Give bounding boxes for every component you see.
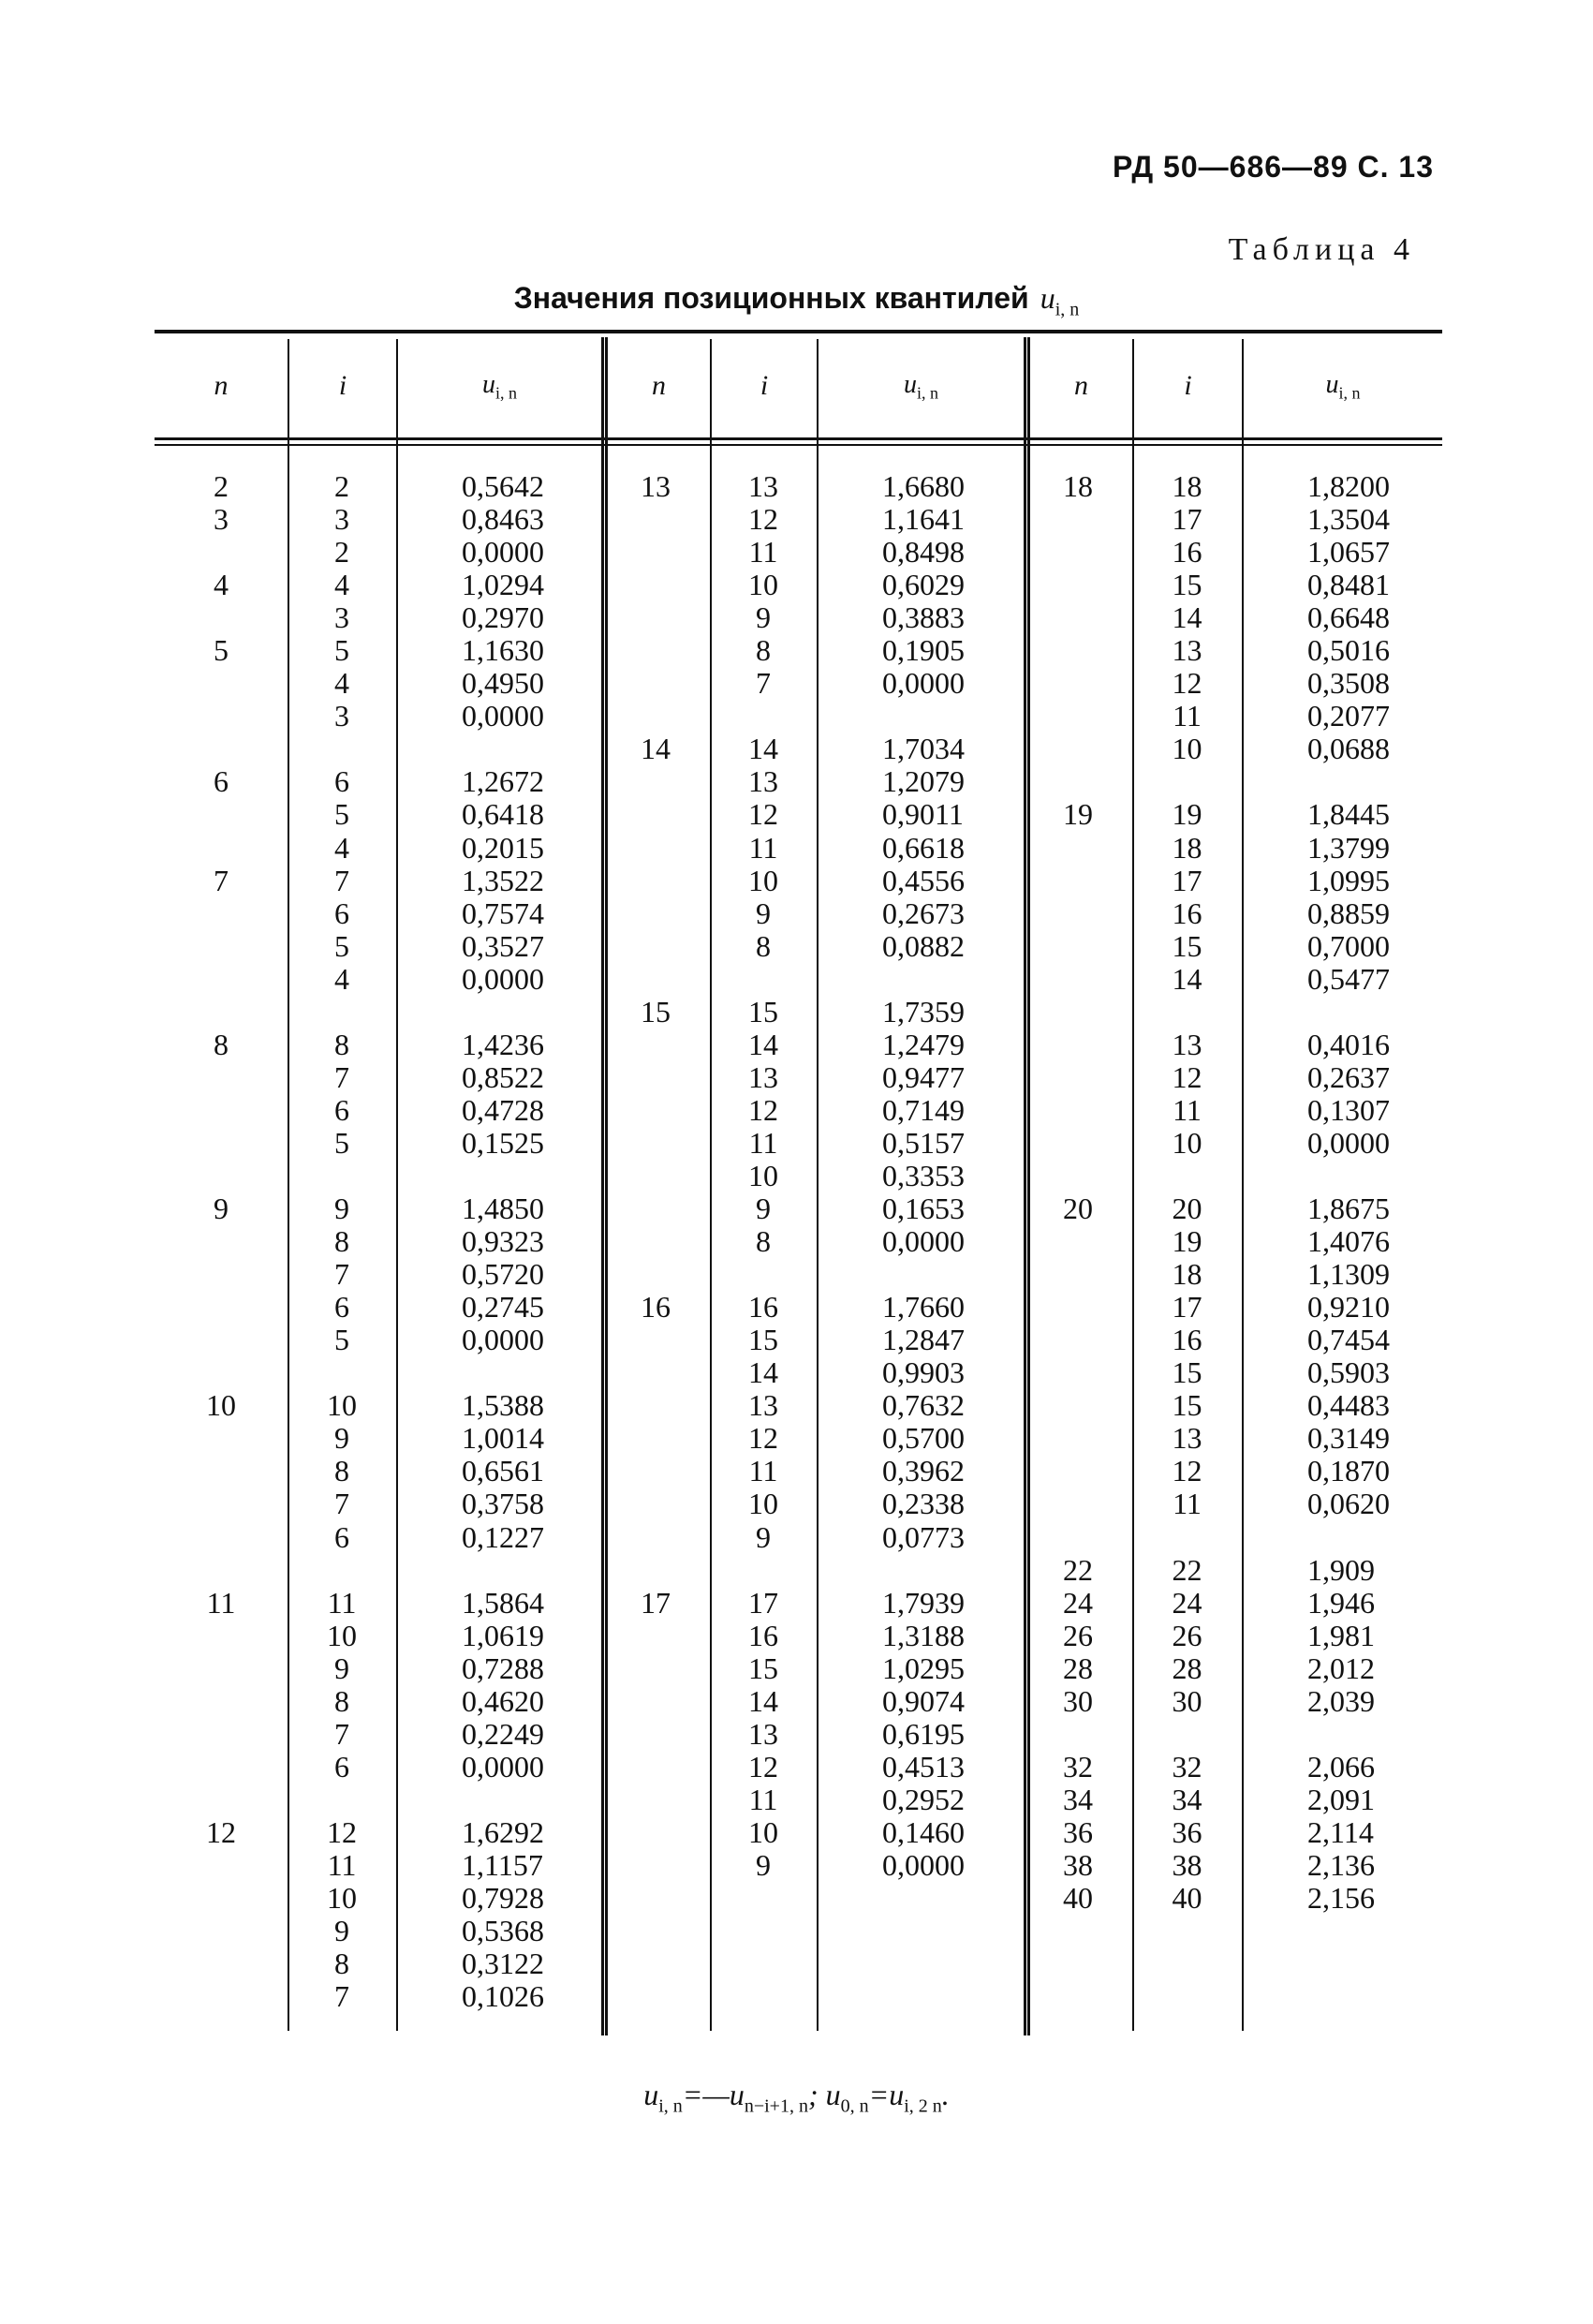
cell-u: 2,012: [1307, 1650, 1375, 1685]
cell-i: 8: [334, 1027, 349, 1061]
cell-u: 0,6648: [1307, 600, 1390, 635]
cell-u: 0,3508: [1307, 666, 1390, 701]
page-reference: РД 50—686—89 С. 13: [1113, 150, 1434, 184]
cell-i: 17: [1172, 1290, 1202, 1325]
cell-i: 26: [1172, 1618, 1202, 1652]
cell-i: 24: [1172, 1585, 1202, 1620]
cell-u: 0,5720: [462, 1257, 544, 1292]
cell-u: 0,9477: [882, 1059, 965, 1094]
cell-i: 12: [748, 797, 778, 832]
cell-u: 0,0000: [882, 1224, 965, 1259]
cell-i: 13: [748, 764, 778, 799]
cell-u: 0,2745: [462, 1290, 544, 1325]
cell-i: 13: [1172, 1027, 1202, 1061]
cell-u: 1,981: [1307, 1618, 1375, 1652]
cell-i: 7: [334, 1487, 349, 1521]
cell-i: 12: [1172, 1454, 1202, 1488]
cell-i: 11: [748, 830, 778, 865]
cell-i: 9: [756, 1192, 771, 1226]
cell-u: 0,5157: [882, 1125, 965, 1160]
cell-i: 10: [327, 1881, 357, 1916]
cell-u: 1,1309: [1307, 1257, 1390, 1292]
cell-u: 0,7632: [882, 1388, 965, 1423]
cell-i: 7: [756, 666, 771, 701]
cell-u: 1,4076: [1307, 1224, 1390, 1259]
cell-i: 15: [1172, 928, 1202, 963]
cell-u: 2,156: [1307, 1881, 1375, 1916]
cell-u: 2,091: [1307, 1782, 1375, 1816]
cell-i: 6: [334, 1092, 349, 1127]
cell-n: 10: [206, 1388, 236, 1423]
cell-i: 11: [327, 1585, 357, 1620]
cell-i: 14: [748, 1027, 778, 1061]
cell-i: 12: [748, 1092, 778, 1127]
cell-u: 0,7454: [1307, 1323, 1390, 1357]
cell-i: 11: [748, 1782, 778, 1816]
cell-n: 16: [641, 1290, 671, 1325]
cell-u: 0,2970: [462, 600, 544, 635]
cell-u: 0,7149: [882, 1092, 965, 1127]
cell-i: 16: [748, 1290, 778, 1325]
cell-n: 3: [214, 502, 229, 537]
cell-i: 28: [1172, 1650, 1202, 1685]
cell-u: 0,4728: [462, 1092, 544, 1127]
cell-i: 7: [334, 1257, 349, 1292]
cell-u: 1,4850: [462, 1192, 544, 1226]
cell-u: 1,7660: [882, 1290, 965, 1325]
cell-u: 1,0619: [462, 1618, 544, 1652]
cell-i: 13: [1172, 1421, 1202, 1456]
cell-u: 0,0000: [462, 1323, 544, 1357]
cell-i: 4: [334, 961, 349, 996]
cell-i: 10: [327, 1388, 357, 1423]
cell-u: 0,1026: [462, 1979, 544, 2014]
cell-n: 12: [206, 1814, 236, 1849]
cell-i: 15: [748, 1650, 778, 1685]
cell-u: 0,2077: [1307, 699, 1390, 733]
cell-u: 0,5368: [462, 1914, 544, 1948]
cell-u: 0,9323: [462, 1224, 544, 1259]
cell-i: 12: [748, 1421, 778, 1456]
cell-u: 1,8675: [1307, 1192, 1390, 1226]
cell-n: 28: [1063, 1650, 1093, 1685]
cell-i: 12: [327, 1814, 357, 1849]
cell-i: 5: [334, 633, 349, 668]
cell-i: 3: [334, 600, 349, 635]
cell-u: 0,3527: [462, 928, 544, 963]
cell-i: 7: [334, 1716, 349, 1751]
cell-i: 7: [334, 1059, 349, 1094]
cell-u: 0,5700: [882, 1421, 965, 1456]
cell-u: 0,4483: [1307, 1388, 1390, 1423]
cell-i: 10: [748, 863, 778, 897]
header-n: n: [214, 370, 229, 401]
cell-i: 8: [756, 1224, 771, 1259]
cell-i: 14: [748, 1355, 778, 1390]
cell-i: 3: [334, 502, 349, 537]
cell-i: 8: [334, 1224, 349, 1259]
table-top-rule: [155, 330, 1442, 333]
cell-i: 15: [1172, 568, 1202, 602]
cell-n: 17: [641, 1585, 671, 1620]
cell-u: 0,4513: [882, 1749, 965, 1784]
cell-i: 17: [1172, 863, 1202, 897]
cell-n: 14: [641, 732, 671, 766]
cell-i: 8: [334, 1947, 349, 1981]
cell-u: 1,7939: [882, 1585, 965, 1620]
cell-n: 9: [214, 1192, 229, 1226]
cell-i: 32: [1172, 1749, 1202, 1784]
cell-u: 0,6418: [462, 797, 544, 832]
cell-u: 1,6680: [882, 469, 965, 503]
cell-n: 6: [214, 764, 229, 799]
cell-u: 0,1227: [462, 1519, 544, 1554]
cell-u: 1,3799: [1307, 830, 1390, 865]
cell-u: 2,039: [1307, 1683, 1375, 1718]
cell-u: 0,0688: [1307, 732, 1390, 766]
cell-n: 5: [214, 633, 229, 668]
cell-u: 1,2079: [882, 764, 965, 799]
cell-u: 0,0773: [882, 1519, 965, 1554]
cell-u: 1,2479: [882, 1027, 965, 1061]
cell-u: 0,5016: [1307, 633, 1390, 668]
cell-u: 1,0294: [462, 568, 544, 602]
cell-i: 14: [748, 732, 778, 766]
cell-u: 0,2673: [882, 896, 965, 930]
cell-i: 11: [748, 1125, 778, 1160]
cell-i: 9: [756, 896, 771, 930]
cell-i: 15: [1172, 1388, 1202, 1423]
cell-u: 0,0882: [882, 928, 965, 963]
cell-u: 0,9210: [1307, 1290, 1390, 1325]
cell-i: 20: [1172, 1192, 1202, 1226]
cell-u: 0,1905: [882, 633, 965, 668]
cell-i: 34: [1172, 1782, 1202, 1816]
cell-i: 9: [334, 1650, 349, 1685]
cell-i: 5: [334, 797, 349, 832]
cell-u: 0,8481: [1307, 568, 1390, 602]
cell-i: 16: [748, 1618, 778, 1652]
cell-i: 17: [1172, 502, 1202, 537]
header-u: $u_{i, n}$: [481, 370, 517, 403]
header-u: $u_{i, n}$: [1325, 370, 1361, 403]
cell-i: 11: [748, 535, 778, 570]
cell-i: 11: [327, 1847, 357, 1882]
cell-u: 0,9011: [882, 797, 964, 832]
cell-u: 2,114: [1307, 1814, 1374, 1849]
cell-n: 20: [1063, 1192, 1093, 1226]
cell-u: 0,0620: [1307, 1487, 1390, 1521]
cell-i: 11: [748, 1454, 778, 1488]
cell-i: 13: [748, 1716, 778, 1751]
cell-u: 0,7000: [1307, 928, 1390, 963]
cell-i: 6: [334, 1749, 349, 1784]
cell-i: 6: [334, 1290, 349, 1325]
cell-i: 11: [1173, 1092, 1202, 1127]
cell-i: 9: [334, 1421, 349, 1456]
cell-i: 6: [334, 896, 349, 930]
cell-u: 0,2338: [882, 1487, 965, 1521]
cell-i: 10: [748, 1158, 778, 1192]
cell-u: 0,3149: [1307, 1421, 1390, 1456]
cell-u: 0,7288: [462, 1650, 544, 1685]
cell-u: 0,8463: [462, 502, 544, 537]
cell-u: 0,5903: [1307, 1355, 1390, 1390]
cell-u: 0,1307: [1307, 1092, 1390, 1127]
cell-n: 7: [214, 863, 229, 897]
cell-i: 9: [756, 1519, 771, 1554]
cell-n: 11: [206, 1585, 236, 1620]
cell-i: 14: [1172, 961, 1202, 996]
cell-i: 18: [1172, 830, 1202, 865]
cell-n: 38: [1063, 1847, 1093, 1882]
cell-n: 40: [1063, 1881, 1093, 1916]
cell-u: 0,1460: [882, 1814, 965, 1849]
cell-n: 18: [1063, 469, 1093, 503]
header-i: i: [338, 370, 347, 401]
cell-u: 1,4236: [462, 1027, 544, 1061]
cell-u: 0,8859: [1307, 896, 1390, 930]
cell-u: 0,9903: [882, 1355, 965, 1390]
cell-n: 26: [1063, 1618, 1093, 1652]
cell-n: 2: [214, 469, 229, 503]
cell-i: 13: [748, 1059, 778, 1094]
cell-i: 6: [334, 1519, 349, 1554]
cell-u: 1,2847: [882, 1323, 965, 1357]
cell-u: 1,0295: [882, 1650, 965, 1685]
cell-u: 0,6195: [882, 1716, 965, 1751]
cell-u: 1,3504: [1307, 502, 1390, 537]
cell-i: 18: [1172, 1257, 1202, 1292]
cell-u: 0,8498: [882, 535, 965, 570]
cell-n: 22: [1063, 1552, 1093, 1587]
cell-i: 4: [334, 830, 349, 865]
cell-i: 13: [748, 1388, 778, 1423]
cell-u: 0,2249: [462, 1716, 544, 1751]
cell-i: 15: [748, 1323, 778, 1357]
cell-i: 19: [1172, 1224, 1202, 1259]
cell-i: 8: [756, 633, 771, 668]
cell-u: 0,1653: [882, 1192, 965, 1226]
cell-n: 34: [1063, 1782, 1093, 1816]
cell-i: 9: [334, 1192, 349, 1226]
cell-i: 10: [748, 1487, 778, 1521]
cell-u: 0,0000: [462, 535, 544, 570]
cell-n: 4: [214, 568, 229, 602]
cell-u: 0,2952: [882, 1782, 965, 1816]
cell-u: 1,8445: [1307, 797, 1390, 832]
cell-u: 1,0995: [1307, 863, 1390, 897]
cell-u: 0,9074: [882, 1683, 965, 1718]
cell-i: 13: [748, 469, 778, 503]
cell-i: 11: [1173, 1487, 1202, 1521]
cell-n: 36: [1063, 1814, 1093, 1849]
header-n: n: [1074, 370, 1088, 401]
cell-i: 5: [334, 928, 349, 963]
cell-i: 12: [1172, 1059, 1202, 1094]
cell-n: 24: [1063, 1585, 1093, 1620]
cell-i: 40: [1172, 1881, 1202, 1916]
cell-i: 10: [1172, 1125, 1202, 1160]
cell-i: 9: [756, 600, 771, 635]
cell-u: 0,0000: [462, 1749, 544, 1784]
cell-u: 0,1525: [462, 1125, 544, 1160]
cell-i: 38: [1172, 1847, 1202, 1882]
cell-u: 0,7928: [462, 1881, 544, 1916]
header-rule: [155, 437, 1442, 440]
cell-u: 0,5642: [462, 469, 544, 503]
cell-i: 16: [1172, 1323, 1202, 1357]
cell-u: 0,6561: [462, 1454, 544, 1488]
cell-i: 4: [334, 666, 349, 701]
cell-i: 19: [1172, 797, 1202, 832]
cell-i: 12: [748, 1749, 778, 1784]
cell-u: 0,0000: [462, 699, 544, 733]
cell-n: 8: [214, 1027, 229, 1061]
cell-i: 16: [1172, 896, 1202, 930]
cell-u: 0,8522: [462, 1059, 544, 1094]
cell-i: 8: [334, 1683, 349, 1718]
cell-i: 10: [327, 1618, 357, 1652]
header-i: i: [760, 370, 769, 401]
cell-u: 0,3758: [462, 1487, 544, 1521]
cell-n: 30: [1063, 1683, 1093, 1718]
cell-u: 0,4016: [1307, 1027, 1390, 1061]
cell-u: 0,5477: [1307, 961, 1390, 996]
cell-i: 17: [748, 1585, 778, 1620]
cell-u: 2,066: [1307, 1749, 1375, 1784]
cell-u: 0,6618: [882, 830, 965, 865]
cell-u: 1,7034: [882, 732, 965, 766]
cell-u: 0,0000: [1307, 1125, 1390, 1160]
footer-formula: $u_{i, n}=—u_{n-i+1, n}$; $u_{0, n}=u_{i, 2 n}$.: [643, 2078, 950, 2117]
cell-i: 5: [334, 1323, 349, 1357]
cell-u: 0,2015: [462, 830, 544, 865]
cell-u: 0,4620: [462, 1683, 544, 1718]
cell-i: 8: [334, 1454, 349, 1488]
cell-u: 0,3883: [882, 600, 965, 635]
cell-u: 0,3962: [882, 1454, 965, 1488]
cell-u: 0,0000: [462, 961, 544, 996]
cell-n: 13: [641, 469, 671, 503]
cell-i: 36: [1172, 1814, 1202, 1849]
cell-i: 22: [1172, 1552, 1202, 1587]
cell-u: 0,6029: [882, 568, 965, 602]
quantile-table-body: [155, 470, 1442, 2044]
cell-i: 2: [334, 469, 349, 503]
cell-u: 2,136: [1307, 1847, 1375, 1882]
cell-i: 13: [1172, 633, 1202, 668]
cell-i: 16: [1172, 535, 1202, 570]
cell-n: 19: [1063, 797, 1093, 832]
cell-i: 4: [334, 568, 349, 602]
cell-u: 1,5388: [462, 1388, 544, 1423]
header-rule-double: [155, 444, 1442, 446]
cell-i: 7: [334, 1979, 349, 2014]
cell-u: 1,2672: [462, 764, 544, 799]
cell-i: 30: [1172, 1683, 1202, 1718]
cell-i: 10: [748, 1814, 778, 1849]
cell-u: 0,3122: [462, 1947, 544, 1981]
cell-u: 0,0000: [882, 666, 965, 701]
cell-i: 6: [334, 764, 349, 799]
header-i: i: [1184, 370, 1192, 401]
cell-i: 7: [334, 863, 349, 897]
cell-i: 18: [1172, 469, 1202, 503]
cell-i: 12: [748, 502, 778, 537]
cell-i: 3: [334, 699, 349, 733]
cell-n: 32: [1063, 1749, 1093, 1784]
cell-u: 1,8200: [1307, 469, 1390, 503]
cell-u: 1,1630: [462, 633, 544, 668]
header-u: $u_{i, n}$: [903, 370, 938, 403]
cell-u: 1,909: [1307, 1552, 1375, 1587]
cell-i: 8: [756, 928, 771, 963]
table-title-text: Значения позиционных квантилей: [513, 281, 1029, 315]
cell-u: 1,0014: [462, 1421, 544, 1456]
cell-u: 0,4950: [462, 666, 544, 701]
cell-u: 0,4556: [882, 863, 965, 897]
cell-u: 1,946: [1307, 1585, 1375, 1620]
cell-n: 15: [641, 994, 671, 1029]
table-label: Таблица 4: [1228, 232, 1415, 267]
cell-i: 15: [1172, 1355, 1202, 1390]
cell-i: 12: [1172, 666, 1202, 701]
cell-u: 0,0000: [882, 1847, 965, 1882]
cell-i: 9: [756, 1847, 771, 1882]
cell-u: 0,7574: [462, 896, 544, 930]
cell-i: 5: [334, 1125, 349, 1160]
cell-i: 11: [1173, 699, 1202, 733]
cell-i: 14: [748, 1683, 778, 1718]
cell-i: 10: [748, 568, 778, 602]
cell-u: 1,7359: [882, 994, 965, 1029]
cell-i: 14: [1172, 600, 1202, 635]
cell-u: 1,6292: [462, 1814, 544, 1849]
header-n: n: [652, 370, 666, 401]
cell-u: 1,3522: [462, 863, 544, 897]
cell-i: 9: [334, 1914, 349, 1948]
table-title-symbol: $u_{i, n}$: [1040, 281, 1080, 320]
cell-u: 0,1870: [1307, 1454, 1390, 1488]
cell-u: 1,3188: [882, 1618, 965, 1652]
cell-u: 0,2637: [1307, 1059, 1390, 1094]
cell-u: 1,5864: [462, 1585, 544, 1620]
cell-i: 2: [334, 535, 349, 570]
cell-i: 15: [748, 994, 778, 1029]
cell-u: 1,1641: [882, 502, 965, 537]
cell-u: 1,1157: [462, 1847, 543, 1882]
cell-i: 10: [1172, 732, 1202, 766]
table-title: [0, 281, 1593, 320]
cell-u: 0,3353: [882, 1158, 965, 1192]
cell-u: 1,0657: [1307, 535, 1390, 570]
